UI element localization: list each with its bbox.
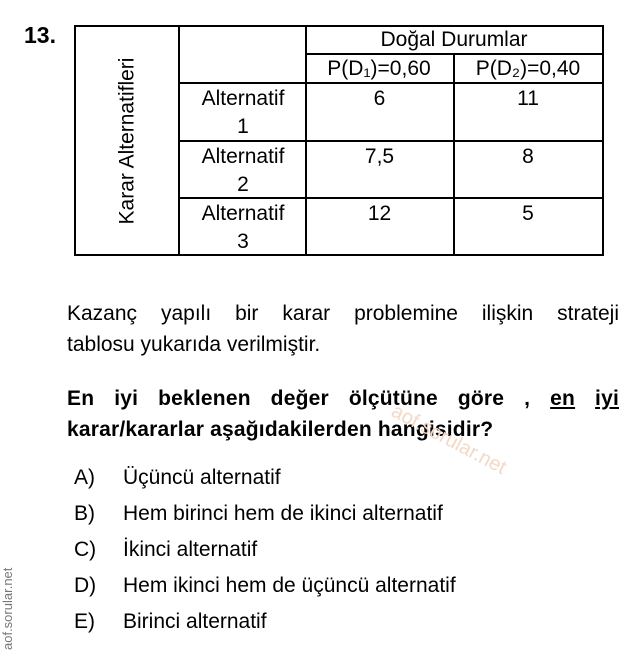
option-text: İkinci alternatif [123,538,258,561]
value-cell: 6 [373,87,386,110]
option-letter: A) [74,466,95,489]
row-label-number: 2 [237,173,249,196]
option-text: Hem birinci hem de ikinci alternatif [123,502,443,525]
question-text [67,383,619,445]
row-label-1 [180,85,306,141]
question-line-2: karar/kararlar aşağıdakilerden hangisidir? [67,418,494,441]
group-header: Doğal Durumlar [380,28,528,51]
problem-line-1: Kazanç yapılı bir karar problemine ilişkin strateji [67,302,619,325]
option-text: Birinci alternatif [123,610,267,633]
option-e[interactable] [74,609,267,635]
row-label-3 [180,200,306,256]
state-header-2: P(D₂)=0,40 [475,57,581,80]
watermark: aof.sorular.net [387,400,510,479]
state-header-1: P(D₁)=0,60 [327,57,431,80]
side-watermark: aof.sorular.net [0,567,15,650]
option-b[interactable] [74,501,443,527]
option-letter: D) [74,574,97,597]
option-text: Hem ikinci hem de üçüncü alternatif [123,574,456,597]
side-label-cell [76,27,178,254]
value-cell: 12 [367,202,392,225]
row-label-2 [180,143,306,199]
option-letter: C) [74,538,97,561]
option-d[interactable] [74,573,456,599]
problem-line-2: tablosu yukarıda verilmiştir. [67,333,321,356]
question-part: En iyi beklenen değer ölçütüne göre , [67,387,531,410]
question-number: 13. [24,22,56,48]
question-line-1 [67,383,619,414]
problem-statement [67,298,619,360]
underlined-word: en [550,387,576,410]
option-c[interactable] [74,537,257,563]
value-cell: 11 [517,87,539,110]
row-label-line: Alternatif [201,145,285,168]
side-label: Karar Alternatifleri [115,57,138,224]
row-label-line: Alternatif [201,202,285,225]
option-text: Üçüncü alternatif [123,466,281,489]
value-cell: 5 [522,202,534,225]
row-label-line: Alternatif [201,87,285,110]
option-letter: E) [74,610,95,633]
value-cell: 8 [522,145,534,168]
option-a[interactable] [74,465,281,491]
value-cell: 7,5 [364,145,395,168]
table-divider [178,82,603,84]
underlined-word: iyi [595,387,619,410]
row-label-number: 1 [237,115,249,138]
row-label-number: 3 [237,230,249,253]
option-letter: B) [74,502,95,525]
